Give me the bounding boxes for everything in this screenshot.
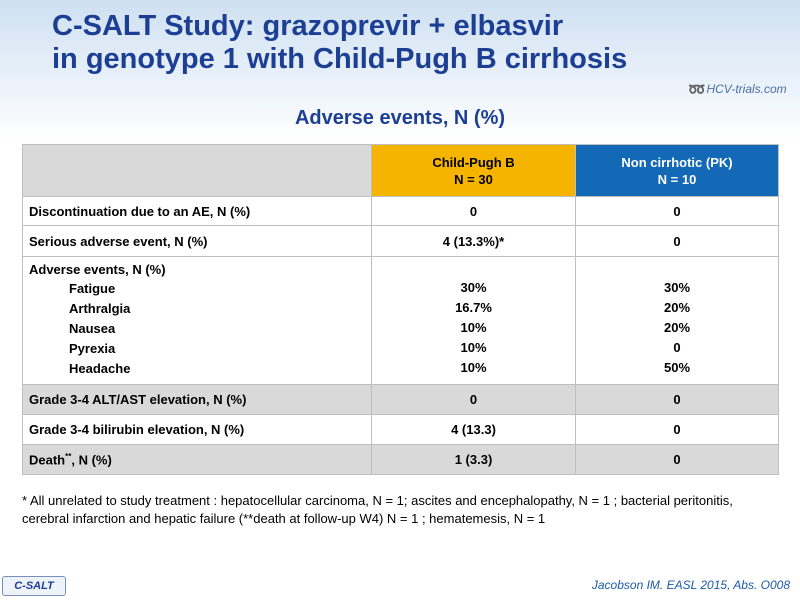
footnote: * All unrelated to study treatment : hepatocellular carcinoma, N = 1; ascites and encephalopathy, N = 1 ; bacterial peritonitis, cerebral infarction and hepatic failure (**death at follow-up W4) N = 1 ; hematemesis, N = 1 — [22, 493, 733, 526]
cell-cp-discontinuation: 0 — [372, 197, 576, 226]
cp-pyrexia: 10% — [460, 340, 487, 355]
cell-cp-serious: 4 (13.3%)* — [372, 226, 576, 257]
header-child-pugh — [372, 145, 576, 197]
table-row — [23, 197, 779, 226]
cp-fatigue: 30% — [460, 280, 487, 295]
cell-nc-adverse-events — [576, 257, 779, 385]
row-label-alt-ast: Grade 3-4 ALT/AST elevation, N (%) — [23, 385, 372, 415]
adverse-events-heading: Adverse events, N (%) — [29, 262, 166, 277]
table-subtitle: Adverse events, N (%) — [294, 107, 506, 129]
nc-fatigue: 30% — [663, 280, 691, 295]
cell-cp-alt-ast: 0 — [372, 385, 576, 415]
cell-nc-serious: 0 — [576, 226, 779, 257]
row-label-serious: Serious adverse event, N (%) — [23, 226, 372, 257]
table-row — [23, 257, 779, 385]
header-blank-cell — [23, 145, 372, 197]
nc-arthralgia: 20% — [663, 300, 691, 315]
table-row — [23, 226, 779, 257]
table-row — [23, 385, 779, 415]
nc-nausea: 20% — [663, 320, 691, 335]
header-non-cirrhotic — [576, 145, 779, 197]
cell-nc-alt-ast: 0 — [576, 385, 779, 415]
study-badge: C-SALT — [2, 576, 66, 596]
nc-pyrexia: 0 — [673, 340, 681, 355]
table-row — [23, 445, 779, 475]
ae-item-fatigue: Fatigue — [69, 281, 116, 296]
ae-item-pyrexia: Pyrexia — [69, 341, 116, 356]
non-cirrhotic-label: Non cirrhotic (PK) — [621, 154, 733, 170]
citation: Jacobson IM. EASL 2015, Abs. O008 — [591, 578, 790, 592]
cell-nc-bilirubin: 0 — [576, 415, 779, 445]
row-label-bilirubin: Grade 3-4 bilirubin elevation, N (%) — [23, 415, 372, 445]
cell-cp-bilirubin: 4 (13.3) — [372, 415, 576, 445]
cp-nausea: 10% — [460, 320, 487, 335]
row-label-death — [23, 445, 372, 475]
cp-headache: 10% — [460, 360, 487, 375]
title-line-2: in genotype 1 with Child-Pugh B cirrhosis — [52, 43, 628, 75]
ae-item-nausea: Nausea — [69, 321, 116, 336]
child-pugh-n: N = 30 — [454, 171, 493, 187]
death-label: Death — [29, 452, 66, 468]
ae-item-arthralgia: Arthralgia — [69, 301, 131, 316]
row-label-discontinuation: Discontinuation due to an AE, N (%) — [23, 197, 372, 226]
child-pugh-label: Child-Pugh B — [432, 154, 515, 170]
hcv-trials-logo — [688, 80, 787, 98]
cp-arthralgia: 16.7% — [455, 300, 492, 315]
non-cirrhotic-n: N = 10 — [657, 171, 697, 187]
ae-item-headache: Headache — [69, 361, 131, 376]
cell-nc-discontinuation: 0 — [576, 197, 779, 226]
logo-swoosh-icon: ➿ — [688, 80, 706, 97]
table-row — [23, 415, 779, 445]
slide-title — [52, 10, 752, 76]
row-label-adverse-events — [23, 257, 372, 385]
cell-cp-adverse-events — [372, 257, 576, 385]
table-header-row — [23, 145, 779, 197]
cell-cp-death: 1 (3.3) — [372, 445, 576, 475]
death-footnote-mark: ** — [65, 451, 72, 461]
death-label-tail: , N (%) — [71, 452, 112, 468]
title-line-1: C-SALT Study: grazoprevir + elbasvir — [52, 10, 564, 42]
nc-headache: 50% — [663, 360, 691, 375]
logo-text: HCV-trials.com — [706, 82, 787, 96]
adverse-events-table — [22, 144, 779, 475]
cell-nc-death: 0 — [576, 445, 779, 475]
